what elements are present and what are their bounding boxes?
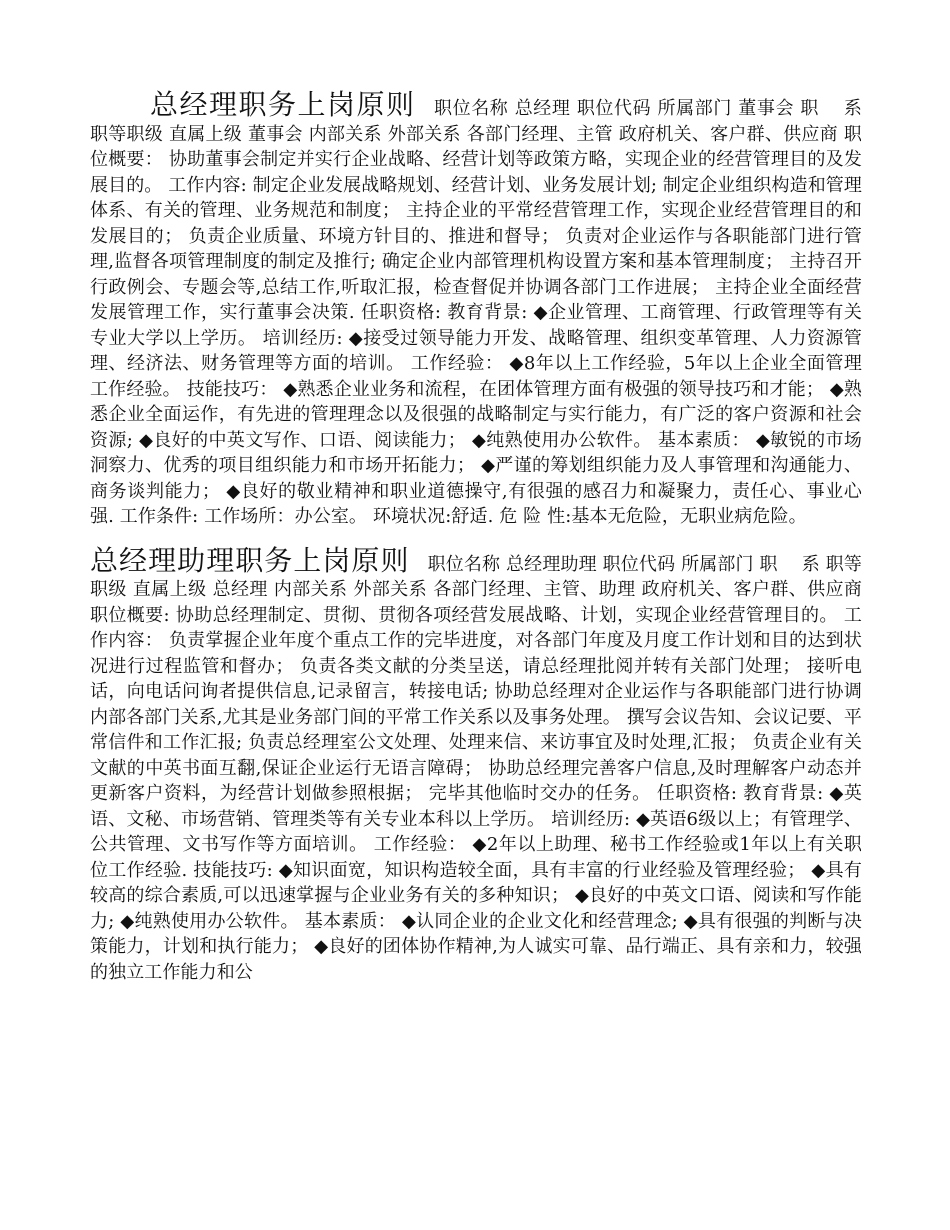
section-general-manager: [90, 88, 862, 530]
document-page: [90, 88, 862, 985]
section-assistant-general-manager: [90, 543, 862, 986]
section-body: 职位名称 总经理助理 职位代码 所属部门 职 系 职等职级 直属上级 总经理 内部关系 外部关系 各部门经理、主管、助理 政府机关、客户群、供应商 职位概要: 协助总经理制定、贯彻、贯彻各项经营发展战略、计划，实现企业经营管理目的。 工作内容： 负责掌握企业年度个重点工作的完毕进度，对各部门年度及月度工作计划和目的达到状况进行过程监管和督办； 负责各类文献的分类呈送，请总经理批阅并转有关部门处理； 接听电话，向电话问询者提供信息,记录留言，转接电话; 协助总经理对企业运作与各职能部门进行协调内部各部门关系,尤其是业务部门间的平常工作关系以及事务处理。 撰写会议告知、会议记要、平常信件和工作汇报; 负责总经理室公文处理、处理来信、来访事宜及时处理,汇报； 负责企业有关文献的中英书面互翻,保证企业运行无语言障碍； 协助总经理完善客户信息,及时理解客户动态并更新客户资料，为经营计划做参照根据； 完毕其他临时交办的任务。 任职资格: 教育背景: ◆英语、文秘、市场营销、管理类等有关专业本科以上学历。 培训经历: ◆英语6级以上；有管理学、公共管理、文书写作等方面培训。 工作经验： ◆2年以上助理、秘书工作经验或1年以上有关职位工作经验. 技能技巧: ◆知识面宽，知识构造较全面，具有丰富的行业经验及管理经验； ◆具有较高的综合素质,可以迅速掌握与企业业务有关的多种知识； ◆良好的中英文口语、阅读和写作能力; ◆纯熟使用办公软件。 基本素质： ◆认同企业的企业文化和经营理念; ◆具有很强的判断与决策能力，计划和执行能力； ◆良好的团体协作精神,为人诚实可靠、品行端正、具有亲和力，较强的独立工作能力和公: [90, 553, 862, 983]
section-body: 职位名称 总经理 职位代码 所属部门 董事会 职 系 职等职级 直属上级 董事会 内部关系 外部关系 各部门经理、主管 政府机关、客户群、供应商 职位概要： 协助董事会制定并实行企业战略、经营计划等政策方略，实现企业的经营管理目的及发展目的。 工作内容: 制定企业发展战略规划、经营计划、业务发展计划; 制定企业组织构造和管理体系、有关的管理、业务规范和制度； 主持企业的平常经营管理工作，实现企业经营管理目的和发展目的； 负责企业质量、环境方针目的、推进和督导； 负责对企业运作与各职能部门进行管理,监督各项管理制度的制定及推行; 确定企业内部管理机构设置方案和基本管理制度； 主持召开行政例会、专题会等,总结工作,听取汇报，检查督促并协调各部门工作进展； 主持企业全面经营发展管理工作，实行董事会决策. 任职资格: 教育背景: ◆企业管理、工商管理、行政管理等有关专业大学以上学历。 培训经历: ◆接受过领导能力开发、战略管理、组织变革管理、人力资源管理、经济法、财务管理等方面的培训。 工作经验： ◆8年以上工作经验，5年以上企业全面管理工作经验。 技能技巧： ◆熟悉企业业务和流程，在团体管理方面有极强的领导技巧和才能； ◆熟悉企业全面运作，有先进的管理理念以及很强的战略制定与实行能力，有广泛的客户资源和社会资源; ◆良好的中英文写作、口语、阅读能力； ◆纯熟使用办公软件。 基本素质： ◆敏锐的市场洞察力、优秀的项目组织能力和市场开拓能力； ◆严谨的筹划组织能力及人事管理和沟通能力、商务谈判能力； ◆良好的敬业精神和职业道德操守,有很强的感召力和凝聚力，责任心、事业心强. 工作条件: 工作场所：办公室。 环境状况:舒适. 危 险 性:基本无危险，无职业病危险。: [90, 98, 862, 527]
section-title: 总经理职务上岗原则: [150, 88, 416, 121]
section-title: 总经理助理职务上岗原则: [90, 543, 410, 577]
